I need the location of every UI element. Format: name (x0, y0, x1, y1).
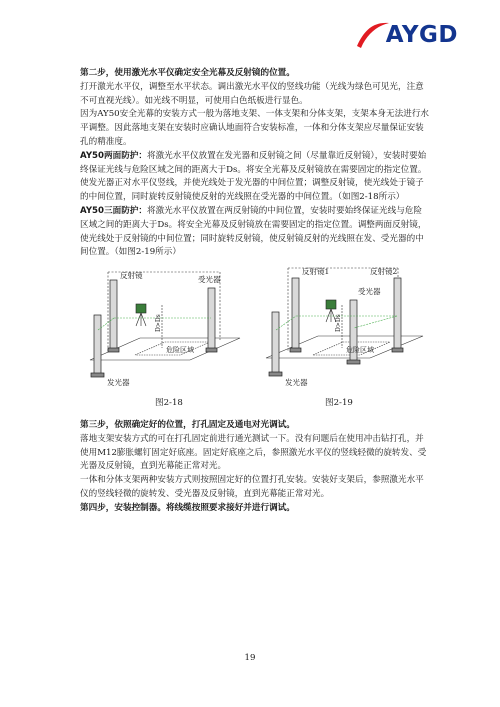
fig18-label-danger: 危险区域 (166, 346, 194, 354)
fig19-label-receiver: 受光器 (358, 287, 381, 296)
step-4-heading: 第四步，安装控制器。将线缆按照要求接好并进行调试。 (80, 502, 295, 513)
step-3-paragraph-2: 一体和分体支架两种安装方式则按照固定好的位置打孔安装。安装好支架后，参照激光水平仪的竖线轻微的旋转发、受光器及反射镜，直到光幕能正常对光。 (80, 475, 424, 499)
fig19-label-mirror-2: 反射镜2 (370, 267, 398, 276)
two-side-label: AY50两面防护： (80, 150, 147, 161)
fig18-label-receiver: 受光器 (198, 275, 221, 284)
fig18-label-distance: D>Ds (155, 314, 162, 332)
step-2-three-side (80, 205, 430, 260)
step-2-heading: 第二步，使用激光水平仪确定安全光幕及反射镜的位置。 (80, 68, 295, 78)
step-3-paragraph-1: 落地支架安装方式的可在打孔固定前进行通光测试一下。没有问题后在使用冲击钻打孔，并使用M12膨胀螺钉固定好底座。固定好底座之后，参照激光水平仪的竖线轻微的旋转发、受光器及反射镜，直到光幕能正常对光。 (80, 433, 427, 472)
fig19-label-emitter: 发光器 (285, 378, 308, 387)
company-logo (353, 22, 458, 48)
figure-2-18-diagram (80, 260, 250, 395)
step-2-paragraph-1: 打开激光水平仪，调整至水平状态。调出激光水平仪的竖线功能（光线为绿色可见光，注意不可直视光线）。如光线不明显，可使用白色纸板进行显色。 (80, 81, 424, 106)
section-step-2 (80, 67, 430, 260)
fig18-label-emitter: 发光器 (107, 378, 130, 387)
logo-text: AYGD (385, 22, 458, 48)
step-3-heading: 第三步，依照确定好的位置，打孔固定及通电对光调试。 (80, 420, 295, 430)
page-number: 19 (244, 653, 256, 663)
step-2-two-side (80, 150, 430, 205)
fig18-label-mirror: 反射镜 (120, 271, 143, 280)
figures-area (80, 260, 430, 410)
fig19-label-mirror-1: 反射镜1 (302, 267, 330, 276)
step-2-paragraph-2: 因为AY50安全光幕的安装方式一般为落地支架、一体支架和分体支架，支架本身无法进行水平调整。因此落地支架在安装时应确认地面符合安装标准，一体和分体支架应尽量保证安装孔的精准度。 (80, 109, 430, 147)
figure-2-18-caption: 图2-18 (155, 398, 183, 408)
three-side-label: AY50三面防护： (80, 205, 147, 216)
figure-2-19-caption: 图2-19 (325, 398, 353, 408)
section-step-3-4 (80, 419, 430, 516)
figure-2-19-diagram (258, 260, 430, 395)
fig19-label-distance: D>Ds (335, 314, 342, 332)
three-side-text: 将激光水平仪放置在两反射镜的中间位置，安装时要始终保证光线与危险区域之间的距离大于Ds。将安全光幕及反射镜放在需要固定的指定位置。调整两面反射镜，使光线处于反射镜的中间位置；同时旋转反射镜，使反射镜反射的光线照在发、受光器的中间位置。（如图2-19所示） (80, 205, 427, 258)
fig19-label-danger: 危险区域 (346, 346, 374, 354)
two-side-text: 将激光水平仪放置在发光器和反射镜之间（尽量靠近反射镜），安装时要始终保证光线与危险区域之间的距离大于Ds。将安全光幕及反射镜放在需要固定的指定位置。使发光器正对水平仪竖线，并使光线处于发光器的中间位置；调整反射镜，使光线处于镜子的中间位置，同时旋转反射镜使反射的光线照在受光器的中间位置。（如图2-18所示） (80, 150, 427, 203)
